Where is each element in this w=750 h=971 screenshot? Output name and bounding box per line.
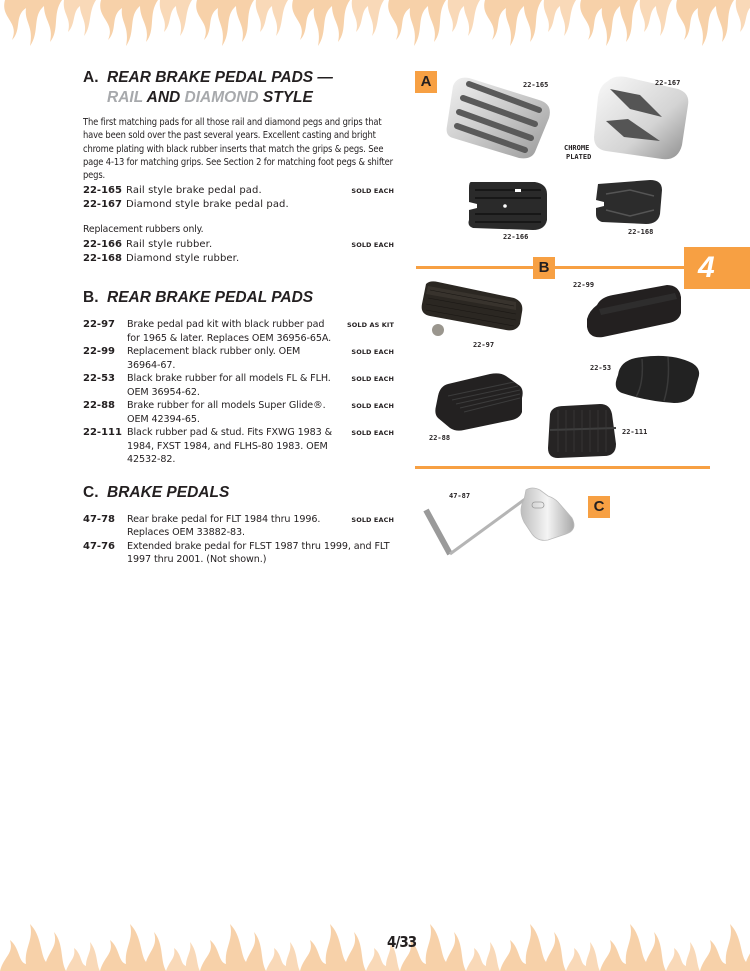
sold-unit: SOLD EACH (351, 402, 394, 411)
section-a-subtitle: RAIL AND DIAMOND STYLE (107, 89, 313, 106)
black-brake-rubber-fl-image (612, 353, 702, 405)
list-item (83, 513, 398, 540)
super-glide-brake-rubber-image (434, 372, 526, 432)
part-description: Diamond style rubber. (126, 252, 240, 264)
brake-pedal-pad-kit-image (416, 280, 528, 340)
part-number: 47-76 (83, 540, 115, 552)
section-b-title: B. REAR BRAKE PEDAL PADS (83, 289, 314, 307)
list-item (83, 318, 398, 345)
part-description: Extended brake pedal for FLST 1987 thru 1999, and FLT 1997 thru 2001. (Not shown.) (127, 540, 390, 566)
part-number: 22-165 (83, 185, 122, 197)
sold-unit: SOLD EACH (351, 375, 394, 384)
part-number: 22-53 (83, 373, 115, 385)
list-item (83, 372, 398, 399)
figure-label-22-167: 22-167 (655, 79, 681, 87)
section-tab: 4 (684, 247, 750, 289)
figure-label-22-168: 22-168 (628, 228, 654, 236)
list-item (83, 238, 398, 252)
chrome-plated-label-line1: CHROME (564, 144, 590, 152)
part-description: Black brake rubber for all models FL & FLH. OEM 36954-62. (127, 373, 331, 398)
list-item (83, 540, 398, 567)
part-number: 22-99 (83, 346, 115, 358)
figure-label-22-165: 22-165 (523, 81, 549, 89)
sold-unit: SOLD EACH (351, 429, 394, 438)
figure-label-22-53: 22-53 (590, 364, 612, 372)
figure-label-22-166: 22-166 (503, 233, 529, 241)
part-description: Brake pedal pad kit with black rubber pad for 1965 & later. Replaces OEM 36956-65A. (127, 319, 332, 344)
diamond-brake-pedal-pad-image (592, 75, 692, 165)
part-number: 22-111 (83, 427, 122, 439)
list-item (83, 252, 398, 266)
part-description: Diamond style brake pedal pad. (126, 198, 289, 210)
part-description: Rear brake pedal for FLT 1984 thru 1996. Replaces OEM 33882-83. (127, 513, 321, 539)
part-number: 22-168 (83, 252, 122, 264)
sold-unit: SOLD EACH (351, 187, 394, 196)
figure-label-22-97: 22-97 (473, 341, 495, 349)
part-number: 22-167 (83, 198, 122, 210)
flame-border-top (0, 0, 750, 56)
page-number: 4/33 (387, 933, 417, 951)
section-a-note: Replacement rubbers only. (83, 224, 204, 236)
part-description: Brake rubber for all models Super Glide®. OEM 42394-65. (127, 400, 326, 425)
list-item (83, 198, 398, 212)
list-item (83, 426, 398, 467)
part-description: Replacement black rubber only. OEM 36964-67. (127, 346, 301, 371)
section-a-title: A. REAR BRAKE PEDAL PADS — RAIL AND DIAMOND STYLE (83, 68, 398, 108)
figure-label-22-99: 22-99 (573, 281, 595, 289)
figure-label-22-111: 22-111 (622, 428, 648, 436)
part-number: 22-97 (83, 319, 115, 331)
part-description: Rail style rubber. (126, 239, 213, 251)
part-number: 22-166 (83, 239, 122, 251)
section-c-title: C. BRAKE PEDALS (83, 483, 230, 501)
section-a-description: The first matching pads for all those rail and diamond pegs and grips that have been sold over the past several years. Excellent casting and bright chrome plating with black rubber inserts that match the grips & pegs. See page 4-13 for matching grips. See Section 2 for matching foot pegs & shifter pegs. (83, 117, 393, 182)
list-item (83, 399, 398, 426)
section-b-items (83, 318, 398, 467)
figure-label-22-88: 22-88 (429, 434, 451, 442)
figure-c-divider (415, 466, 710, 469)
sold-unit: SOLD EACH (351, 348, 394, 357)
section-c-items (83, 513, 398, 567)
figure-b-badge: B (533, 257, 555, 279)
sold-unit: SOLD EACH (351, 515, 394, 524)
part-number: 47-78 (83, 513, 115, 525)
figure-c-badge: C (588, 496, 610, 518)
part-description: Rail style brake pedal pad. (126, 185, 262, 197)
figure-label-47-87: 47-87 (449, 492, 471, 500)
part-number: 22-88 (83, 400, 115, 412)
product-text-column (83, 68, 398, 567)
rail-rubber-image (467, 180, 552, 232)
section-a-items (83, 184, 398, 211)
list-item (83, 345, 398, 372)
section-a (83, 68, 398, 265)
section-b (83, 288, 398, 467)
rear-brake-pedal-image (420, 484, 580, 560)
figure-a-badge: A (415, 71, 437, 93)
section-c (83, 483, 398, 567)
list-item (83, 184, 398, 198)
sold-unit: SOLD AS KIT (347, 321, 394, 330)
replacement-black-rubber-image (583, 285, 685, 341)
sold-unit: SOLD EACH (351, 241, 394, 250)
chrome-plated-label-line2: PLATED (566, 153, 592, 161)
part-description: Black rubber pad & stud. Fits FXWG 1983 & 1984, FXST 1984, and FLHS-80 1983. OEM 42532-82. (127, 427, 332, 466)
black-rubber-pad-stud-image (544, 402, 620, 460)
flame-border-bottom (0, 912, 750, 971)
diamond-rubber-image (594, 180, 666, 226)
section-a-rubber-items (83, 238, 398, 265)
